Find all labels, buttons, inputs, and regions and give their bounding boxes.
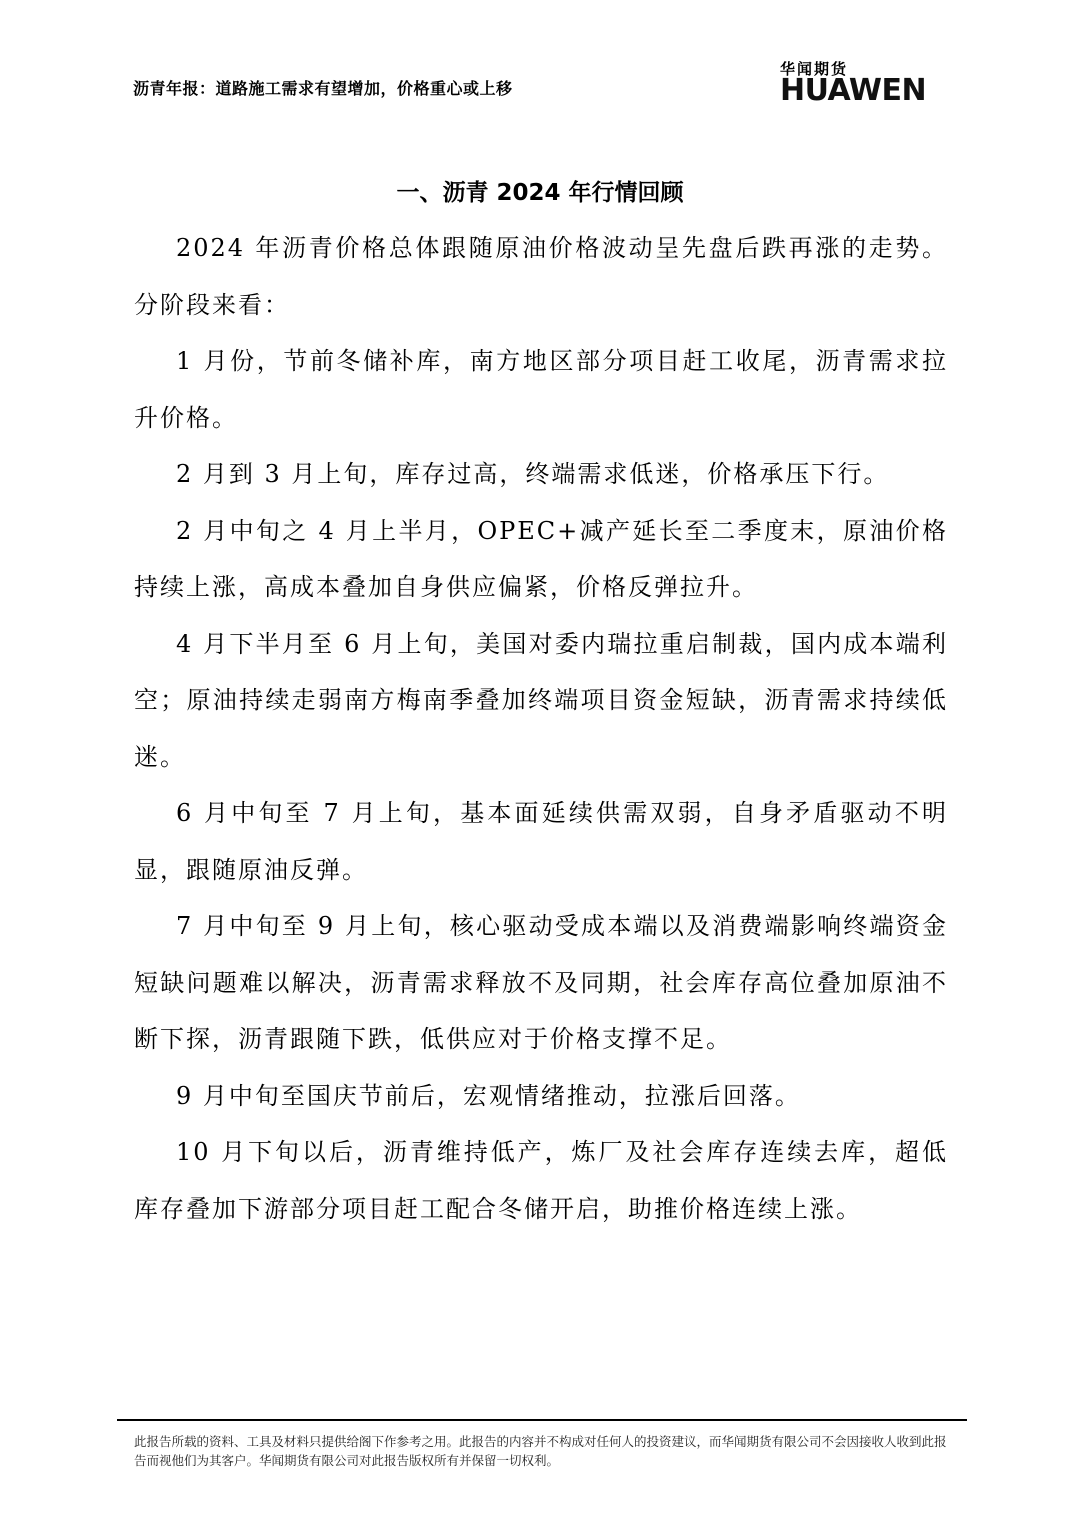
company-logo — [780, 58, 950, 110]
section-title: 一、沥青 2024 年行情回顾 — [396, 180, 684, 206]
footer-disclaimer: 此报告所载的资料、工具及材料只提供给阁下作参考之用。此报告的内容并不构成对任何人的投资建议，而华闻期货有限公司不会因接收人收到此报告而视他们为其客户。华闻期货有限公司对此报告版权所有并保留一切权利。 — [134, 1434, 947, 1468]
paragraph-apr-jun: 4 月下半月至 6 月上旬，美国对委内瑞拉重启制裁，国内成本端利空；原油持续走弱南方梅南季叠加终端项目资金短缺，沥青需求持续低迷。 — [134, 629, 948, 771]
report-body — [134, 220, 948, 1237]
footer-divider — [117, 1419, 967, 1421]
paragraph-feb-apr: 2 月中旬之 4 月上半月，OPEC+减产延长至二季度末，原油价格持续上涨，高成本叠加自身供应偏紧，价格反弹拉升。 — [134, 516, 948, 601]
paragraph-oct-onward: 10 月下旬以后，沥青维持低产，炼厂及社会库存连续去库，超低库存叠加下游部分项目赶工配合冬储开启，助推价格连续上涨。 — [134, 1138, 948, 1223]
paragraph-feb-mar: 2 月到 3 月上旬，库存过高，终端需求低迷，价格承压下行。 — [176, 460, 890, 488]
paragraph-sep-oct: 9 月中旬至国庆节前后，宏观情绪推动，拉涨后回落。 — [176, 1081, 801, 1110]
logo-english-name: HUAWEN — [780, 73, 927, 108]
paragraph-intro: 2024 年沥青价格总体跟随原油价格波动呈先盘后跌再涨的走势。分阶段来看： — [134, 234, 948, 319]
report-header-title: 沥青年报：道路施工需求有望增加，价格重心或上移 — [133, 79, 513, 98]
logo-chinese-name: 华闻期货 — [780, 60, 849, 78]
paragraph-jul-sep: 7 月中旬至 9 月上旬，核心驱动受成本端以及消费端影响终端资金短缺问题难以解决，沥青需求释放不及同期，社会库存高位叠加原油不断下探，沥青跟随下跌，低供应对于价格支撑不足。 — [134, 912, 948, 1053]
paragraph-jun-jul: 6 月中旬至 7 月上旬，基本面延续供需双弱，自身矛盾驱动不明显，跟随原油反弹。 — [134, 799, 948, 884]
paragraph-january: 1 月份，节前冬储补库，南方地区部分项目赶工收尾，沥青需求拉升价格。 — [134, 347, 948, 432]
